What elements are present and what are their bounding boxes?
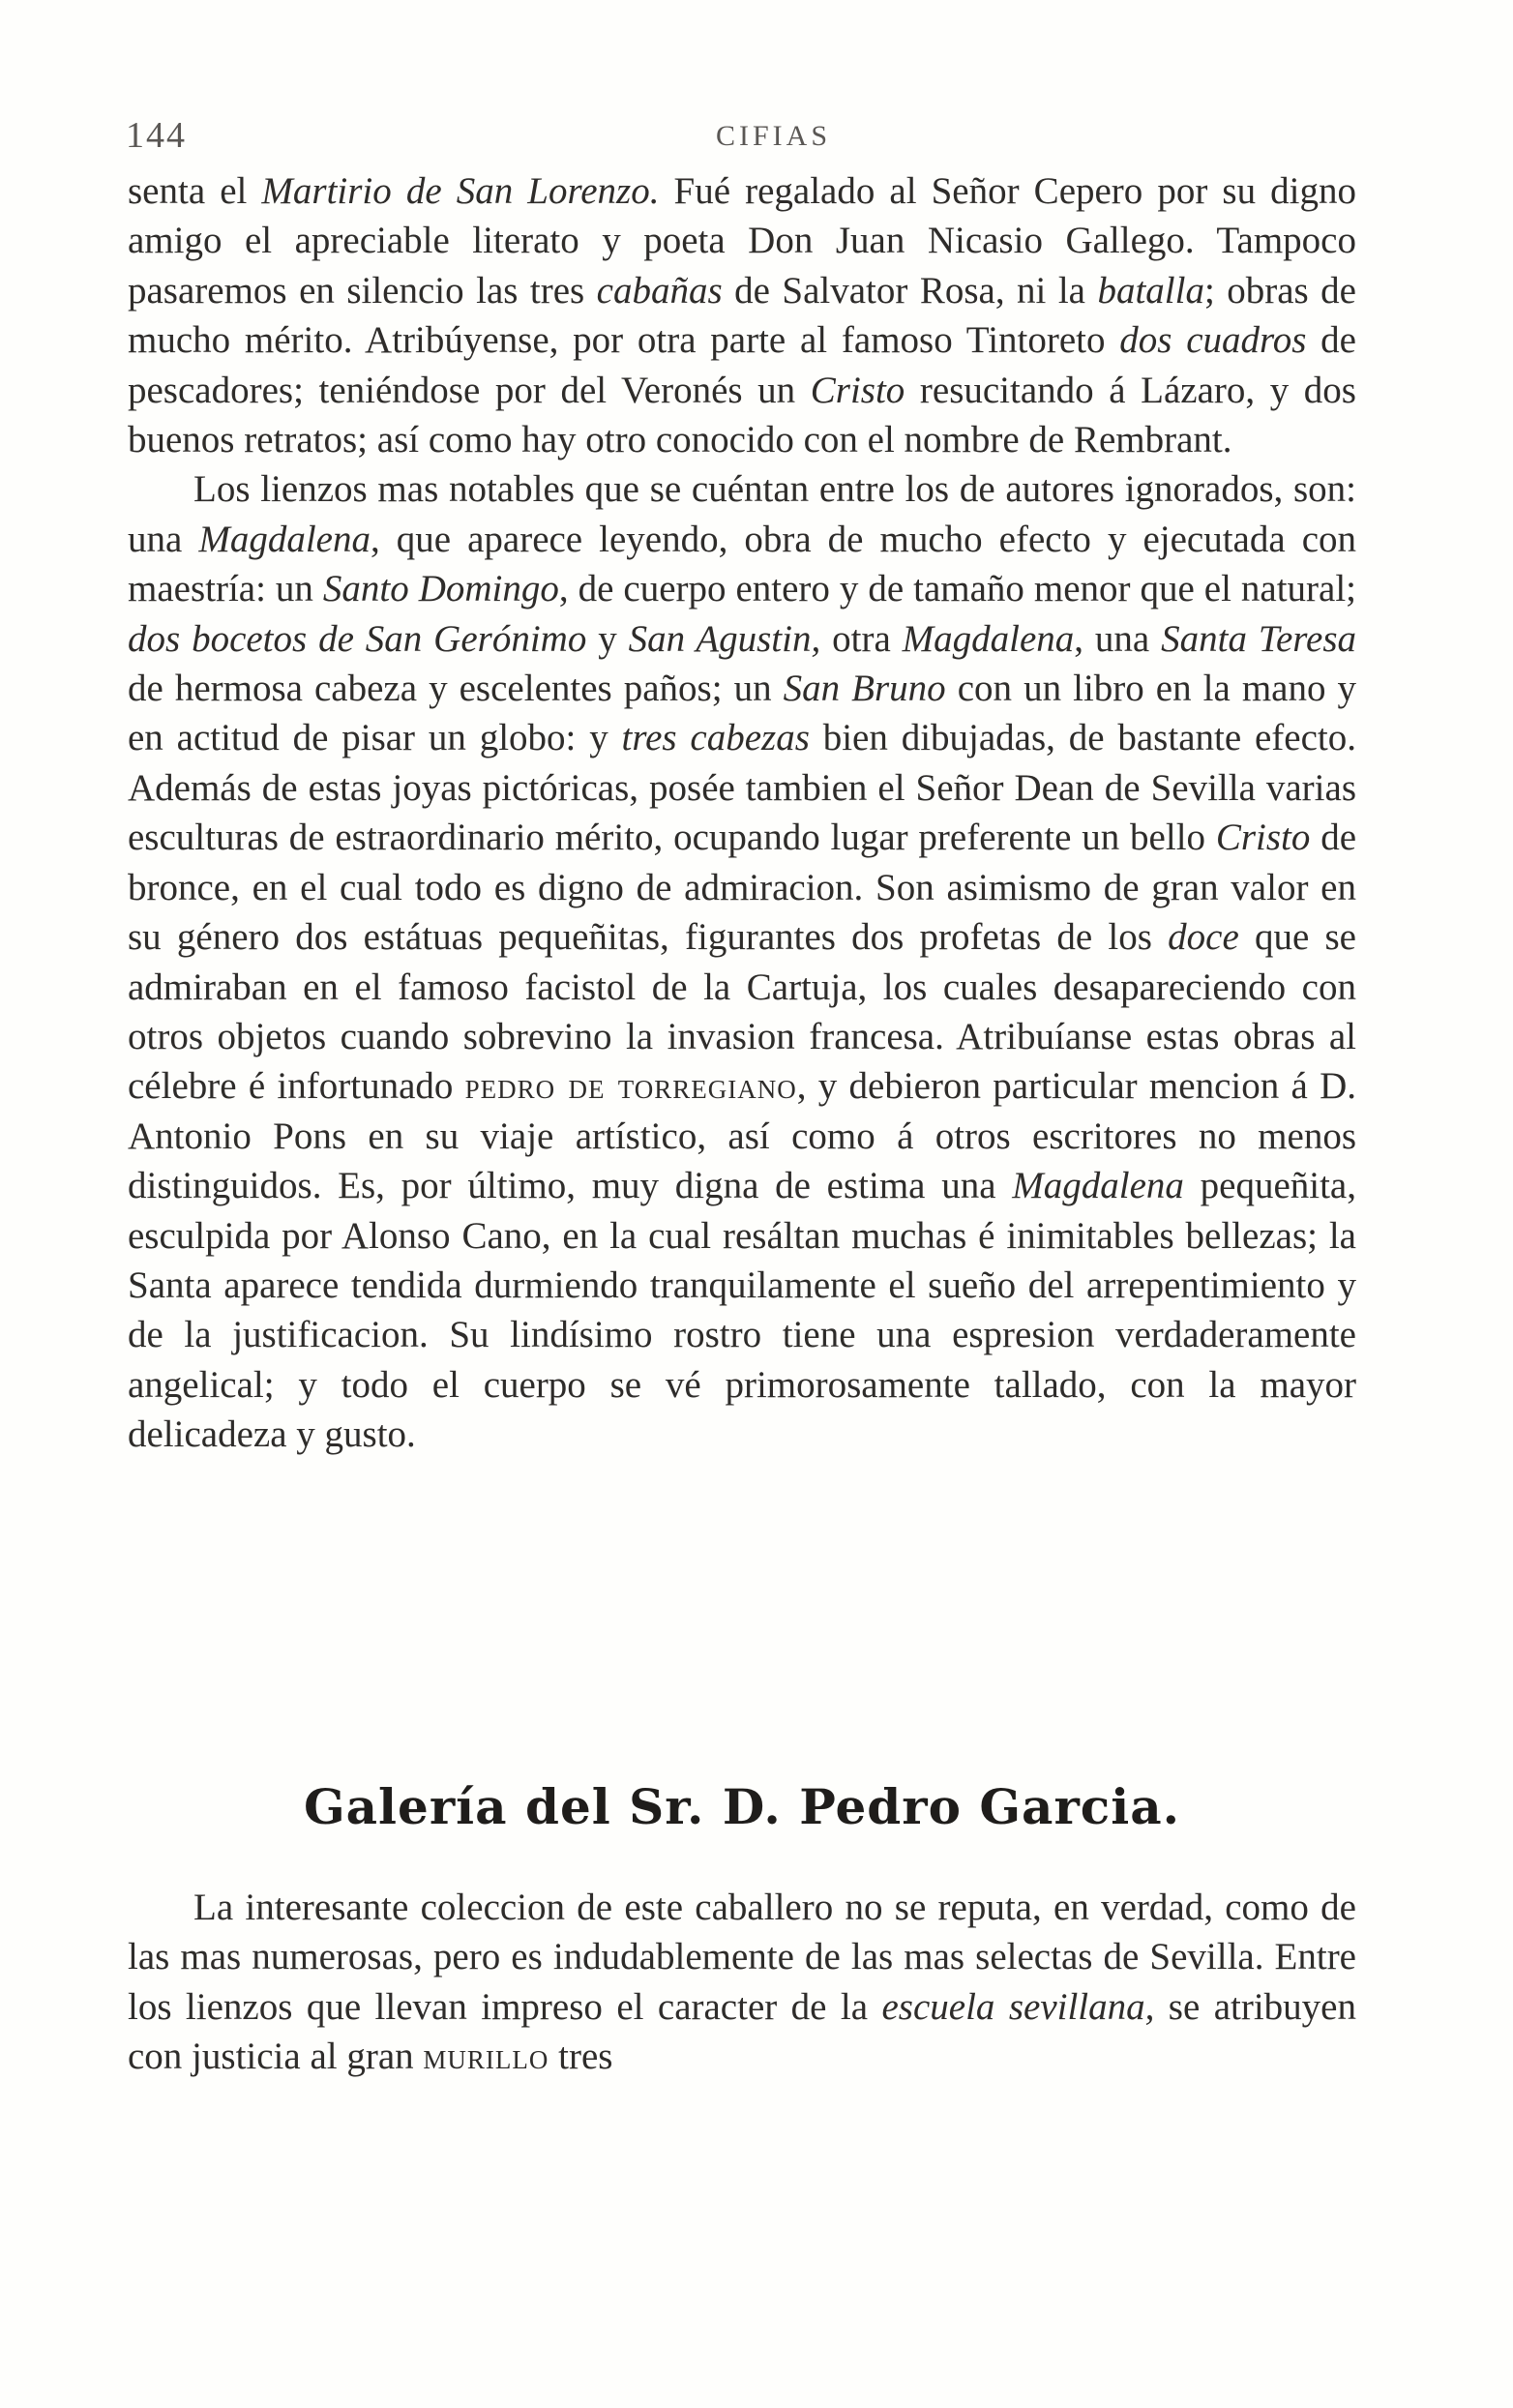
paragraph-1 (128, 166, 1356, 464)
text-run: ; obras de mucho mérito. Atribúyense, por otra parte al famoso Tintoreto (128, 269, 1356, 362)
italic-title: Cristo (1215, 817, 1311, 859)
italic-title: doce (1168, 916, 1239, 959)
text-run: de bronce, en el cual todo es digno de admiracion. Son asimismo de gran valor en su género dos estátuas pequeñitas, figurantes dos profetas de los (128, 817, 1356, 959)
text-run: de pescadores; teniéndose por del Veronés un (128, 319, 1356, 411)
italic-title: San Agustin, (628, 617, 821, 660)
text-run: , y debieron particular mencion á D. Antonio Pons en su viaje artístico, así como á otros escritores no menos distinguidos. Es, por último, muy digna de estima una (128, 1065, 1356, 1207)
main-text (128, 166, 1356, 1460)
italic-title: San Bruno (783, 668, 946, 710)
text-run: senta el (128, 170, 262, 212)
italic-title: Santo Domingo (322, 568, 559, 610)
italic-title: Magdalena (902, 617, 1075, 660)
running-head (126, 114, 1354, 163)
text-run: tres (549, 2036, 613, 2078)
page-number: 144 (126, 115, 187, 156)
italic-title: Martirio de San Lorenzo. (261, 170, 660, 212)
text-run: bien dibujadas, de bastante efecto. Además de estas joyas pictóricas, posée tambien el Señor Dean de Sevilla varias esculturas de estraordinario mérito, ocupando lugar preferente un bello (128, 717, 1356, 859)
section-text (128, 1883, 1356, 2082)
italic-title: Magdalena (1012, 1165, 1184, 1207)
italic-title: Cristo (810, 369, 905, 411)
text-run: , una (1074, 617, 1162, 660)
text-run: Fué regalado al Señor Cepero por su digno amigo el apreciable literato y poeta Don Juan Nicasio Gallego. Tampoco pasaremos en silencio las tres (128, 170, 1356, 312)
italic-title: dos bocetos de San Gerónimo (128, 617, 587, 660)
section-heading: Galería del Sr. D. Pedro Garcia. (303, 1778, 1181, 1835)
text-run: otra (820, 617, 903, 660)
running-title: CIFIAS (716, 120, 832, 152)
paragraph-2 (128, 464, 1356, 1459)
italic-title: escuela sevillana, (881, 1985, 1155, 2028)
italic-title: tres cabezas (621, 717, 810, 759)
text-run: con un libro en la mano y en actitud de pisar un globo: y (128, 668, 1357, 759)
italic-title: Magdalena (198, 518, 371, 560)
text-run: pequeñita, esculpida por Alonso Cano, en la cual resáltan muchas é inimitables bellezas; la Santa aparece tendida durmiendo tranquilamente el sueño del arrepentimiento y de la justificacion. Su lindísimo rostro tiene una espresion verdaderamente angelical; y todo el cuerpo se vé primorosamente tallado, con la mayor delicadeza y gusto. (128, 1165, 1356, 1456)
italic-title: cabañas (596, 269, 723, 312)
italic-title: dos cuadros (1119, 319, 1307, 362)
text-run: de Salvator Rosa, ni la (722, 269, 1098, 312)
italic-title: Santa Teresa (1161, 617, 1357, 660)
text-run: que se admiraban en el famoso facistol de la Cartuja, los cuales desapareciendo con otros objetos cuando sobrevino la invasion francesa. Atribuíanse estas obras al célebre é infortunado (128, 916, 1356, 1108)
text-run: La interesante coleccion de este caballero no se reputa, en verdad, como de las mas numerosas, pero es indudablemente de las mas selectas de Sevilla. Entre los lienzos que llevan impreso el caracter de la (128, 1887, 1356, 2028)
italic-title: batalla (1097, 269, 1204, 312)
text-run: , que aparece leyendo, obra de mucho efecto y ejecutada con maestría: un (128, 518, 1357, 610)
text-run: , de cuerpo entero y de tamaño menor que el natural; (558, 568, 1357, 610)
text-run: resucitando á Lázaro, y dos buenos retratos; así como hay otro conocido con el nombre de Rembrant. (128, 369, 1356, 461)
text-run: se atribuyen con justicia al gran (128, 1985, 1356, 2078)
text-run: y (586, 617, 629, 660)
small-caps-name: murillo (423, 2036, 549, 2078)
paragraph-3 (128, 1883, 1356, 2082)
text-run: Los lienzos mas notables que se cuéntan entre los de autores ignorados, son: una (128, 468, 1356, 560)
small-caps-name: pedro de torregiano (464, 1065, 797, 1108)
text-run: de hermosa cabeza y escelentes paños; un (128, 668, 784, 710)
